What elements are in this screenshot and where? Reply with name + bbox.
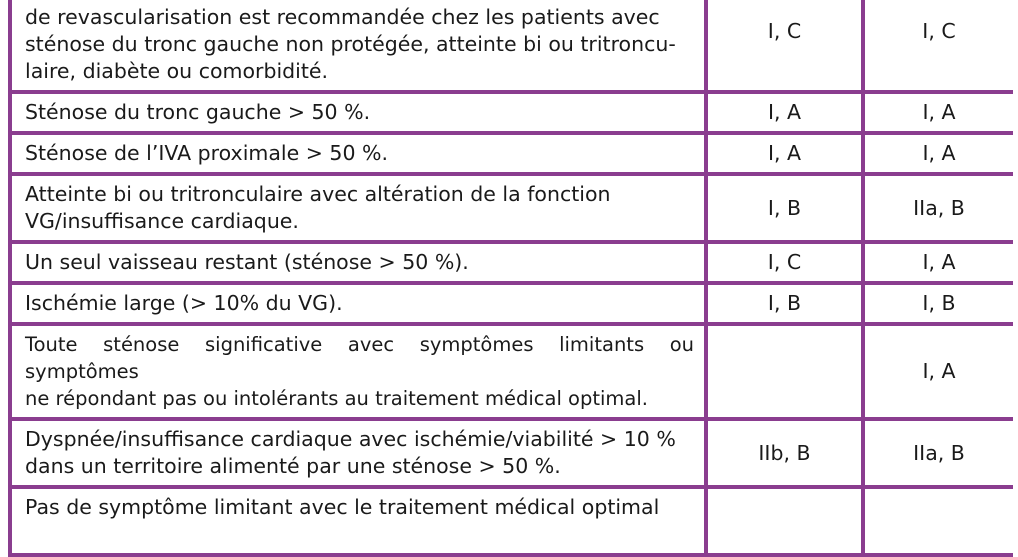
table-row [10, 92, 1013, 133]
row-description [10, 133, 706, 174]
recommendation-cell [863, 487, 1013, 555]
recommendation-cell [706, 324, 863, 419]
row-description [10, 242, 706, 283]
table-row [10, 133, 1013, 174]
table-row [10, 487, 1013, 555]
recommendation-cell: I, A [706, 133, 863, 174]
recommendations-table [8, 0, 1013, 557]
recommendation-cell: I, C [706, 0, 863, 92]
recommendation-cell: I, A [863, 242, 1013, 283]
description-line: laire, diabète ou comorbidité. [25, 59, 329, 83]
description-line: dans un territoire alimenté par une sténose > 50 %. [25, 454, 561, 478]
description-line: Sténose de l’IVA proximale > 50 %. [25, 141, 389, 165]
row-description [10, 174, 706, 242]
description-line: Dyspnée/insuffisance cardiaque avec ischémie/viabilité > 10 % [25, 427, 676, 451]
description-line: Atteinte bi ou tritronculaire avec altération de la fonction [25, 182, 611, 206]
recommendation-cell: I, B [706, 283, 863, 324]
description-line: ne répondant pas ou intolérants au traitement médical optimal. [25, 387, 648, 410]
table-row [10, 419, 1013, 487]
table-row [10, 242, 1013, 283]
row-description [10, 92, 706, 133]
recommendation-cell: I, C [863, 0, 1013, 92]
row-description [10, 0, 706, 92]
recommendation-cell: IIa, B [863, 174, 1013, 242]
description-line: Toute sténose significative avec symptômes limitants ou symptômes [25, 333, 694, 383]
recommendation-cell: IIb, B [706, 419, 863, 487]
recommendation-cell: I, A [863, 324, 1013, 419]
row-description [10, 419, 706, 487]
recommendation-cell: IIa, B [863, 419, 1013, 487]
row-description [10, 487, 706, 555]
description-line: Sténose du tronc gauche > 50 %. [25, 100, 371, 124]
description-line: Ischémie large (> 10% du VG). [25, 291, 343, 315]
recommendation-cell: I, C [706, 242, 863, 283]
recommendation-cell: I, B [863, 283, 1013, 324]
table-row [10, 283, 1013, 324]
recommendation-cell [706, 487, 863, 555]
description-line: VG/insuffisance cardiaque. [25, 209, 299, 233]
recommendation-cell: I, A [863, 133, 1013, 174]
recommendation-cell: I, A [706, 92, 863, 133]
description-line: Pas de symptôme limitant avec le traitement médical optimal [25, 495, 660, 519]
description-line: Un seul vaisseau restant (sténose > 50 %). [25, 250, 469, 274]
description-line: de revascularisation est recommandée chez les patients avec [25, 5, 660, 29]
row-description [10, 283, 706, 324]
table-row [10, 0, 1013, 92]
recommendation-cell: I, A [863, 92, 1013, 133]
table-row [10, 324, 1013, 419]
description-line: sténose du tronc gauche non protégée, atteinte bi ou tritroncu- [25, 32, 676, 56]
table-row [10, 174, 1013, 242]
row-description [10, 324, 706, 419]
recommendation-cell: I, B [706, 174, 863, 242]
